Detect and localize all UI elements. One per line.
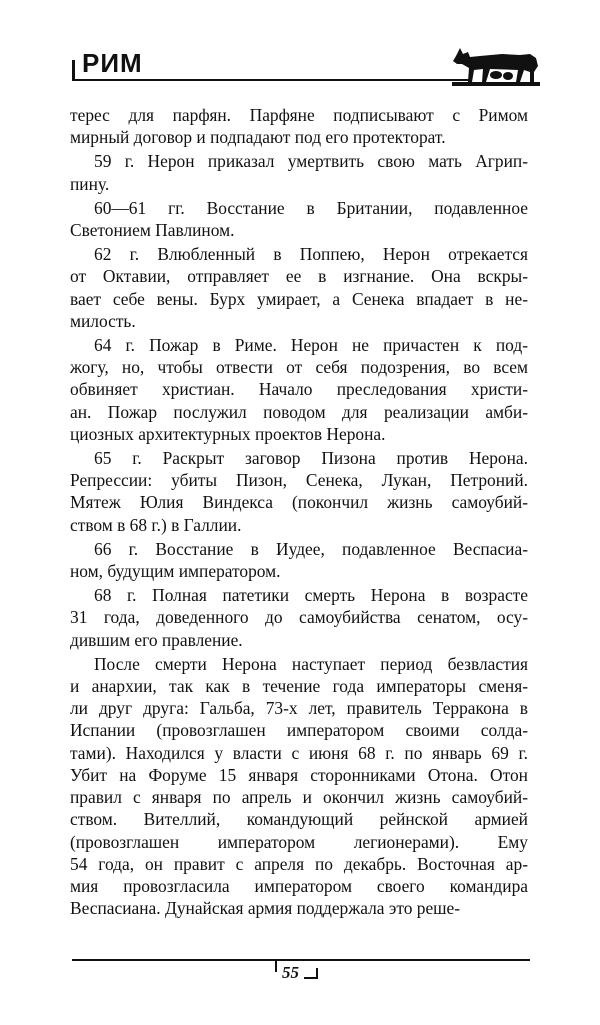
text-line: Веспасиана. Дунайская армия поддержала это реше- (70, 898, 461, 919)
header-rule (72, 79, 472, 81)
text-line: ли друг друга: Гальба, 73-х лет, правитель Терракона в (70, 698, 528, 719)
paragraph (70, 334, 528, 445)
text-line: и анархии, так как в течение года императоры сменя- (70, 676, 528, 697)
text-line: жогу, но, чтобы отвести от себя подозрения, во всем (70, 357, 528, 378)
text-line: 68 г. Полная патетики смерть Нерона в возрасте (94, 585, 528, 606)
main-text (70, 104, 528, 921)
capitoline-wolf-icon (450, 42, 542, 88)
text-line: правил с января по апрель и окончил жизнь самоубий- (70, 787, 528, 808)
text-line: циозных архитектурных проектов Нерона. (70, 423, 386, 444)
text-line: Убит на Форуме 15 января сторонниками Отона. Отон (70, 764, 528, 785)
text-line: 66 г. Восстание в Иудее, подавленное Веспасиа- (94, 538, 528, 559)
text-line: После смерти Нерона наступает период безвластия (94, 653, 528, 674)
text-line: ан. Пожар послужил поводом для реализации амби- (70, 401, 528, 422)
text-line: дившим его правление. (70, 629, 243, 650)
text-line: вает себе вены. Бурх умирает, а Сенека впадает в не- (70, 288, 528, 309)
text-line: Испании (провозглашен императором своими солда- (70, 720, 528, 741)
text-line: пину. (70, 173, 110, 194)
footer-rule (72, 959, 530, 961)
running-header (72, 48, 538, 90)
paragraph (70, 197, 528, 241)
paragraph (70, 584, 528, 651)
text-line: милость. (70, 310, 136, 331)
text-line: (провозглашен императором легионерами). Ему (70, 831, 528, 852)
text-line: ством в 68 г.) в Галлии. (70, 514, 242, 535)
header-title: РИМ (82, 48, 143, 78)
paragraph (70, 653, 528, 919)
text-line: 64 г. Пожар в Риме. Нерон не причастен к под- (94, 335, 528, 356)
paragraph (70, 243, 528, 332)
text-line: 31 года, доведенного до самоубийства сенатом, осу- (70, 607, 528, 628)
text-line: от Октавии, отправляет ее в изгнание. Она вскры- (70, 266, 528, 287)
text-line: мия провозгласила императором своего командира (70, 875, 528, 896)
text-line: 62 г. Влюбленный в Поппею, Нерон отрекается (94, 244, 528, 265)
paragraph (70, 150, 528, 194)
text-line: Репрессии: убиты Пизон, Сенека, Лукан, Петроний. (70, 470, 528, 491)
text-line: ном, будущим императором. (70, 561, 281, 582)
text-line: Светонием Павлином. (70, 220, 235, 241)
text-line: тами). Находился у власти с июня 68 г. по январь 69 г. (70, 742, 528, 763)
page-footer (72, 955, 530, 985)
paragraph (70, 538, 528, 582)
paragraph (70, 447, 528, 536)
text-line: 54 года, он правит с апреля по декабрь. Восточная ар- (70, 853, 528, 874)
page-number: 55 (282, 963, 299, 982)
footer-bracket-left (275, 960, 277, 972)
text-line: мирный договор и подпадают под его протекторат. (70, 127, 446, 148)
text-line: Мятеж Юлия Виндекса (покончил жизнь самоубий- (70, 492, 528, 513)
text-line: 65 г. Раскрыт заговор Пизона против Нерона. (94, 448, 528, 469)
footer-bracket-bottom (304, 977, 318, 979)
text-line: терес для парфян. Парфяне подписывают с Римом (70, 105, 528, 125)
paragraph (70, 104, 528, 148)
text-line: 60—61 гг. Восстание в Британии, подавленное (94, 197, 528, 218)
text-line: 59 г. Нерон приказал умертвить свою мать Агрип- (94, 151, 528, 172)
header-tick-mark (72, 60, 75, 80)
text-line: обвиняет христиан. Начало преследования христи- (70, 379, 528, 400)
text-line: ством. Вителлий, командующий рейнской армией (70, 809, 528, 830)
